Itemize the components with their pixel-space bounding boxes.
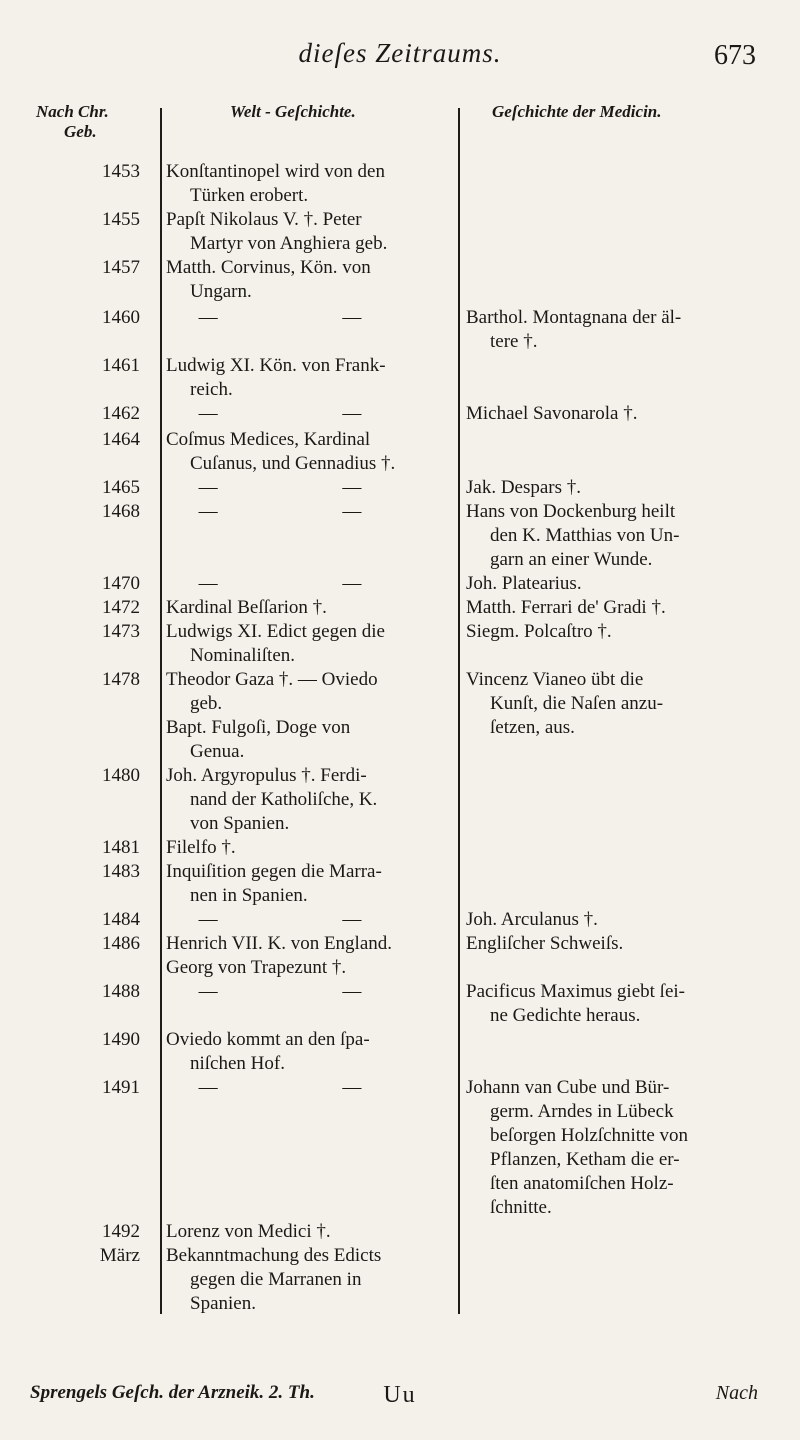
cell-line: ſetzen, aus. (490, 717, 575, 738)
cell-line: Coſmus Medices, Kardinal (166, 429, 371, 450)
year-cell (40, 596, 140, 620)
signature-mark: Uu (383, 1382, 417, 1408)
cell-line: ſchnitte. (490, 1197, 552, 1218)
cell-line: Michael Savonarola †. (466, 403, 638, 424)
year-cell (40, 860, 140, 884)
year-column-header (36, 102, 146, 142)
world-history-cell (166, 908, 454, 932)
cell-line: Genua. (190, 741, 245, 762)
world-history-cell (166, 860, 454, 908)
cell-line: Bapt. Fulgoſi, Doge von (166, 717, 351, 738)
cell-line: Henrich VII. K. von England. (166, 933, 393, 954)
world-history-cell (166, 160, 454, 208)
cell-line: niſchen Hof. (190, 1053, 285, 1074)
medicine-history-cell (466, 620, 754, 644)
medicine-history-cell (466, 500, 754, 572)
medicine-history-cell (466, 306, 754, 354)
cell-line: Joh. Argyropulus †. Ferdi- (166, 765, 367, 786)
medicine-history-cell (466, 572, 754, 596)
year-month: März (99, 1245, 140, 1266)
year-cell (40, 980, 140, 1004)
year-value: 1490 (102, 1029, 140, 1050)
cell-line: Jak. Despars †. (466, 477, 582, 498)
year-cell (40, 306, 140, 330)
cell-line: nen in Spanien. (190, 885, 308, 906)
year-cell (40, 1076, 140, 1100)
medicine-history-cell (466, 596, 754, 620)
year-cell (40, 256, 140, 280)
world-history-cell (166, 1076, 454, 1100)
year-value: 1473 (102, 621, 140, 642)
cell-line: ne Gedichte heraus. (490, 1005, 641, 1026)
year-cell (40, 1028, 140, 1052)
cell-line: Bekanntmachung des Edicts (166, 1245, 382, 1266)
year-value: 1453 (102, 161, 140, 182)
ditto-dash: — — (198, 573, 422, 594)
cell-line: Cuſanus, und Gennadius †. (190, 453, 396, 474)
cell-line: Vincenz Vianeo übt die (466, 669, 644, 690)
ditto-dash: — — (198, 477, 422, 498)
world-history-cell (166, 500, 454, 524)
year-value: 1462 (102, 403, 140, 424)
cell-line: Filelfo †. (166, 837, 236, 858)
cell-line: Kunſt, die Naſen anzu- (490, 693, 664, 714)
cell-line: gegen die Marranen in (190, 1269, 362, 1290)
world-history-cell (166, 402, 454, 426)
column-rule-left (160, 108, 162, 1314)
cell-line: Papſt Nikolaus V. †. Peter (166, 209, 362, 230)
cell-line: Lorenz von Medici †. (166, 1221, 331, 1242)
cell-line: Kardinal Beſſarion †. (166, 597, 327, 618)
world-history-cell (166, 256, 454, 304)
world-history-cell (166, 428, 454, 476)
cell-line: Johann van Cube und Bür- (466, 1077, 670, 1098)
year-cell (40, 402, 140, 426)
year-cell (40, 476, 140, 500)
page-number: 673 (714, 40, 756, 71)
year-header-line-2: Geb. (64, 122, 97, 141)
year-cell (40, 908, 140, 932)
medicine-history-cell (466, 1076, 754, 1220)
ditto-dash: — — (198, 909, 422, 930)
world-history-cell (166, 932, 454, 980)
medicine-history-cell (466, 908, 754, 932)
year-value: 1457 (102, 257, 140, 278)
cell-line: Georg von Trapezunt †. (166, 957, 347, 978)
world-history-cell (166, 668, 454, 764)
cell-line: germ. Arndes in Lübeck (490, 1101, 674, 1122)
world-history-cell (166, 476, 454, 500)
cell-line: Theodor Gaza †. — Oviedo (166, 669, 378, 690)
cell-line: Matth. Corvinus, Kön. von (166, 257, 371, 278)
running-title: dieſes Zeitraums. (298, 38, 502, 68)
cell-line: Martyr von Anghiera geb. (190, 233, 388, 254)
cell-line: den K. Matthias von Un- (490, 525, 680, 546)
world-history-cell (166, 354, 454, 402)
cell-line: Engliſcher Schweiſs. (466, 933, 624, 954)
catchword: Nach (715, 1382, 758, 1404)
world-history-cell (166, 1220, 454, 1316)
cell-line: garn an einer Wunde. (490, 549, 653, 570)
medicine-history-cell (466, 402, 754, 426)
year-header-line-1: Nach Chr. (36, 102, 109, 121)
year-value: 1483 (102, 861, 140, 882)
cell-line: Konſtantinopel wird von den (166, 161, 385, 182)
year-cell (40, 428, 140, 452)
cell-line: Joh. Platearius. (466, 573, 582, 594)
year-cell (40, 932, 140, 956)
medicine-history-cell (466, 980, 754, 1028)
world-history-cell (166, 980, 454, 1004)
year-value: 1491 (102, 1077, 140, 1098)
year-value: 1488 (102, 981, 140, 1002)
world-history-cell (166, 764, 454, 836)
column-rule-right (458, 108, 460, 1314)
cell-line: Barthol. Montagnana der äl- (466, 307, 682, 328)
medicine-history-cell (466, 668, 754, 740)
world-history-cell (166, 620, 454, 668)
year-value: 1468 (102, 501, 140, 522)
year-cell (40, 572, 140, 596)
signature-note: Sprengels Geſch. der Arzneik. 2. Th. (30, 1382, 315, 1403)
cell-line: nand der Katholiſche, K. (190, 789, 378, 810)
year-cell (40, 500, 140, 524)
world-history-cell (166, 306, 454, 330)
cell-line: tere †. (490, 331, 538, 352)
medicine-history-cell (466, 476, 754, 500)
year-cell (40, 1220, 140, 1268)
year-cell (40, 208, 140, 232)
cell-line: Pflanzen, Ketham die er- (490, 1149, 680, 1170)
year-value: 1455 (102, 209, 140, 230)
year-cell (40, 160, 140, 184)
year-cell (40, 354, 140, 378)
world-history-cell (166, 596, 454, 620)
cell-line: Matth. Ferrari de' Gradi †. (466, 597, 666, 618)
year-cell (40, 764, 140, 788)
world-history-cell (166, 208, 454, 256)
cell-line: ſten anatomiſchen Holz- (490, 1173, 674, 1194)
year-cell (40, 836, 140, 860)
year-value: 1472 (102, 597, 140, 618)
world-history-cell (166, 836, 454, 860)
ditto-dash: — — (198, 403, 422, 424)
year-value: 1492 (102, 1221, 140, 1242)
year-cell (40, 620, 140, 644)
ditto-dash: — — (198, 1077, 422, 1098)
cell-line: Hans von Dockenburg heilt (466, 501, 676, 522)
medicine-history-cell (466, 932, 754, 956)
cell-line: Pacificus Maximus giebt ſei- (466, 981, 685, 1002)
ditto-dash: — — (198, 981, 422, 1002)
year-value: 1481 (102, 837, 140, 858)
cell-line: Ludwig XI. Kön. von Frank- (166, 355, 386, 376)
year-cell (40, 668, 140, 692)
world-history-cell (166, 572, 454, 596)
cell-line: Nominaliſten. (190, 645, 296, 666)
year-value: 1478 (102, 669, 140, 690)
cell-line: beſorgen Holzſchnitte von (490, 1125, 689, 1146)
year-value: 1464 (102, 429, 140, 450)
year-value: 1465 (102, 477, 140, 498)
cell-line: geb. (190, 693, 223, 714)
year-value: 1460 (102, 307, 140, 328)
year-value: 1480 (102, 765, 140, 786)
year-value: 1461 (102, 355, 140, 376)
year-value: 1470 (102, 573, 140, 594)
cell-line: reich. (190, 379, 233, 400)
cell-line: Siegm. Polcaſtro †. (466, 621, 612, 642)
year-value: 1486 (102, 933, 140, 954)
medicine-history-header: Geſchichte der Medicin. (492, 102, 662, 121)
cell-line: Türken erobert. (190, 185, 309, 206)
cell-line: Inquiſition gegen die Marra- (166, 861, 382, 882)
cell-line: von Spanien. (190, 813, 290, 834)
ditto-dash: — — (198, 501, 422, 522)
cell-line: Ludwigs XI. Edict gegen die (166, 621, 385, 642)
year-value: 1484 (102, 909, 140, 930)
cell-line: Spanien. (190, 1293, 256, 1314)
cell-line: Ungarn. (190, 281, 252, 302)
world-history-header: Welt - Geſchichte. (230, 102, 356, 121)
cell-line: Joh. Arculanus †. (466, 909, 598, 930)
cell-line: Oviedo kommt an den ſpa- (166, 1029, 370, 1050)
world-history-cell (166, 1028, 454, 1076)
ditto-dash: — — (198, 307, 422, 328)
